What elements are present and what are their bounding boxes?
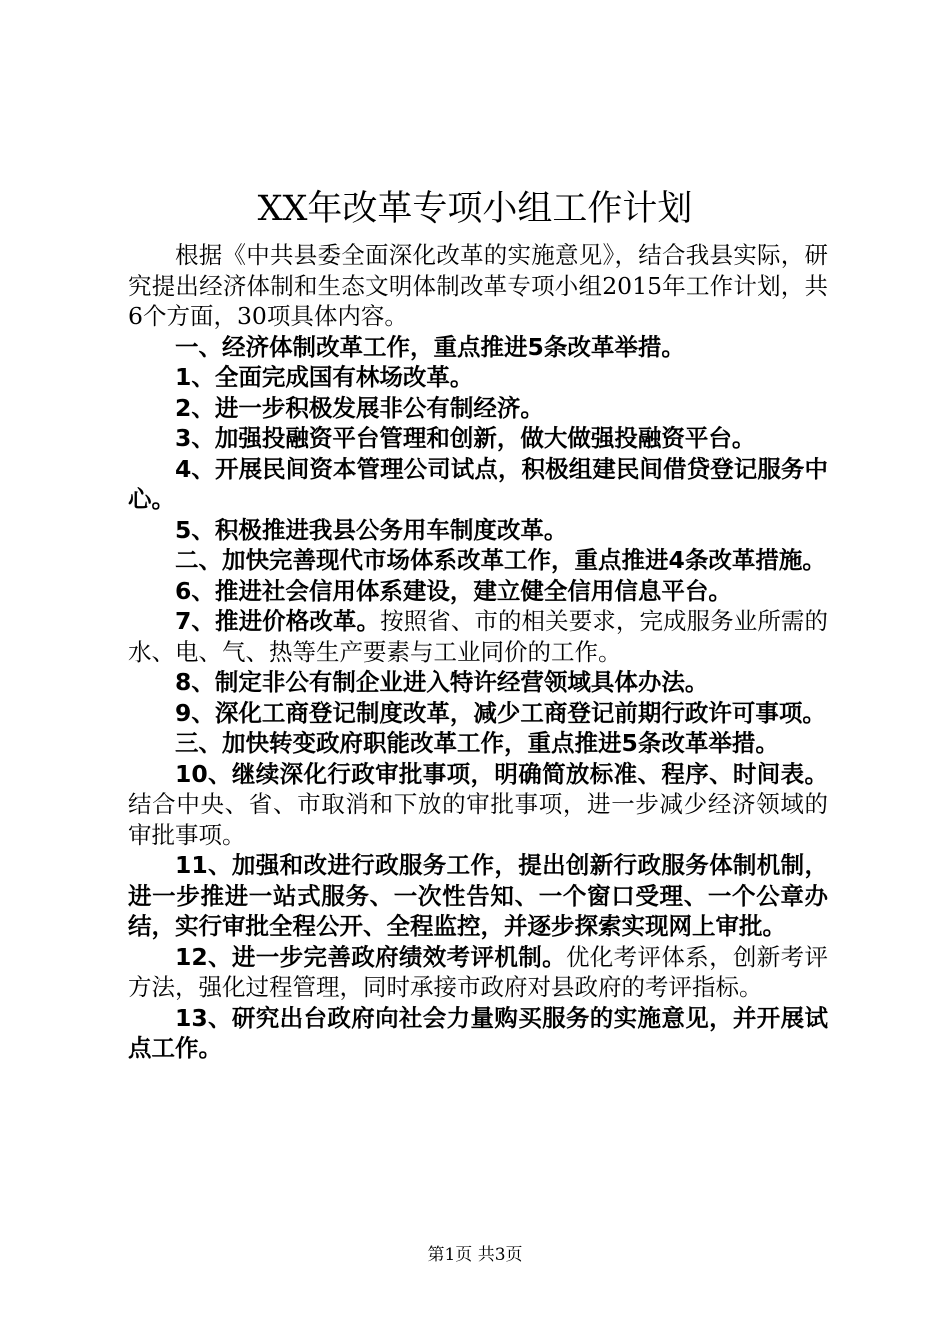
- document-body: [128, 240, 828, 1064]
- item-11: 11、加强和改进行政服务工作，提出创新行政服务体制机制，进一步推进一站式服务、一次性告知、一个窗口受理、一个公章办结，实行审批全程公开、全程监控，并逐步探索实现网上审批。: [128, 851, 828, 940]
- item-7-lead: 7、推进价格改革。: [175, 607, 381, 635]
- item-9: 9、深化工商登记制度改革，减少工商登记前期行政许可事项。: [175, 698, 826, 727]
- item-2: 2、进一步积极发展非公有制经济。: [175, 393, 544, 422]
- section-1-heading: 一、经济体制改革工作，重点推进5条改革举措。: [175, 332, 685, 361]
- item-5: 5、积极推进我县公务用车制度改革。: [175, 515, 568, 544]
- item-4: 4、开展民间资本管理公司试点，积极组建民间借贷登记服务中心。: [128, 454, 828, 513]
- item-8: 8、制定非公有制企业进入特许经营领域具体办法。: [175, 668, 709, 696]
- document-title: XX年改革专项小组工作计划: [257, 189, 693, 229]
- section-2-heading: 二、加快完善现代市场体系改革工作，重点推进4条改革措施。: [175, 546, 826, 574]
- page-number: 第1页 共3页: [427, 1245, 523, 1265]
- section-3-heading: 三、加快转变政府职能改革工作，重点推进5条改革举措。: [175, 729, 779, 757]
- item-12: [128, 942, 828, 1003]
- item-10-detail: 结合中央、省、市取消和下放的审批事项，进一步减少经济领域的审批事项。: [128, 790, 828, 849]
- item-3: 3、加强投融资平台管理和创新，做大做强投融资平台。: [175, 424, 756, 452]
- item-13: 13、研究出台政府向社会力量购买服务的实施意见，并开展试点工作。: [128, 1003, 828, 1062]
- item-12-lead: 12、进一步完善政府绩效考评机制。: [175, 942, 566, 971]
- item-1: 1、全面完成国有林场改革。: [175, 363, 474, 391]
- item-7: [128, 606, 828, 667]
- item-10-lead: 10、继续深化行政审批事项，明确简放标准、程序、时间表。: [175, 759, 828, 788]
- intro-paragraph: 根据《中共县委全面深化改革的实施意见》，结合我县实际，研究提出经济体制和生态文明体制改革专项小组2015年工作计划，共6个方面，30项具体内容。: [128, 241, 828, 330]
- item-6: 6、推进社会信用体系建设，建立健全信用信息平台。: [175, 576, 732, 605]
- item-7-detail: 按照省、市的相关要求，完成服务业所需的水、电、气、热等生产要素与工业同价的工作。: [128, 607, 829, 666]
- item-12-detail: 优化考评体系，创新考评方法，强化过程管理，同时承接市政府对县政府的考评指标。: [128, 942, 829, 1001]
- item-10: [128, 759, 828, 851]
